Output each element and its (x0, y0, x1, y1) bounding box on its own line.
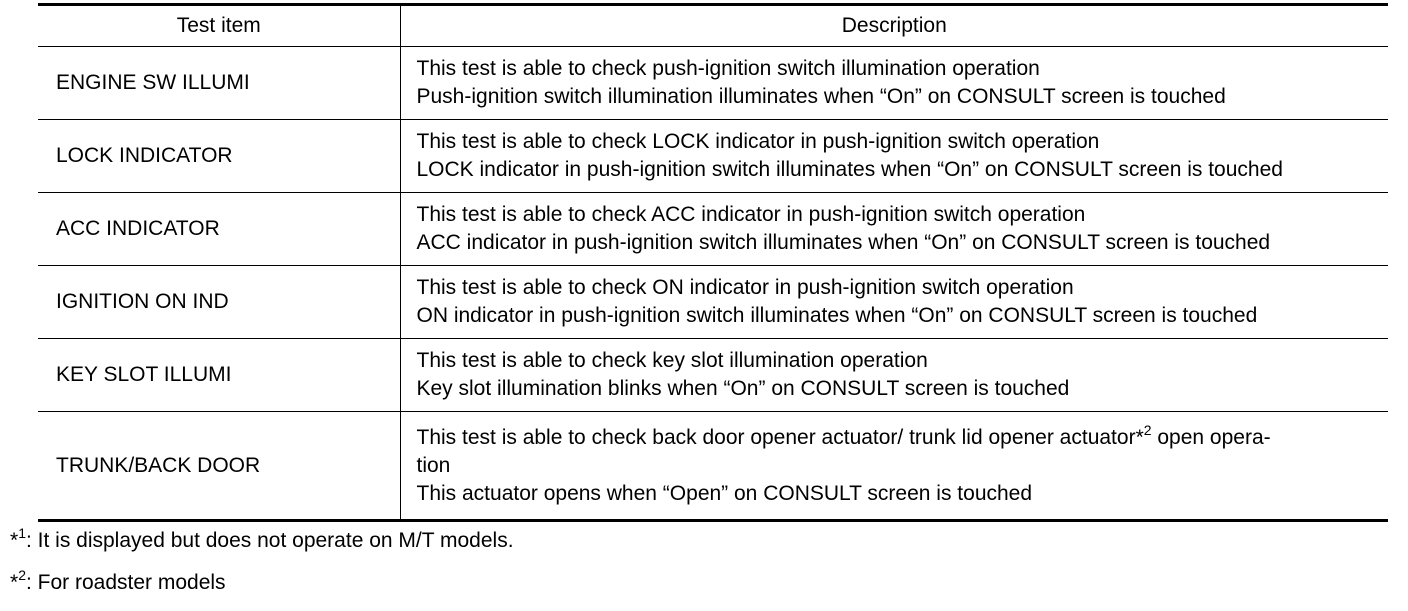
test-item-cell: KEY SLOT ILLUMI (38, 339, 400, 412)
description-line: LOCK indicator in push-ignition switch illuminates when “On” on CONSULT screen is touched (416, 158, 1283, 181)
description-line: This test is able to check ON indicator in push-ignition switch operation (416, 276, 1074, 299)
description-cell (400, 120, 1388, 193)
description-line: tion (416, 453, 451, 477)
description-line (416, 421, 1385, 452)
description-cell (400, 266, 1388, 339)
description-cell (400, 339, 1388, 412)
footnote-text: : For roadster models (25, 571, 226, 594)
description-line: This test is able to check push-ignition switch illumination operation (416, 57, 1040, 80)
test-item-cell: ACC INDICATOR (38, 193, 400, 266)
description-line: This test is able to check LOCK indicator in push-ignition switch operation (416, 130, 1100, 153)
footnote-mark: * (10, 529, 19, 552)
description-cell (400, 193, 1388, 266)
test-item-cell: LOCK INDICATOR (38, 120, 400, 193)
description-text: This test is able to check back door opener actuator/ trunk lid opener actuator* (416, 425, 1144, 449)
description-line: ACC indicator in push-ignition switch illuminates when “On” on CONSULT screen is touched (416, 231, 1271, 254)
table-row (38, 193, 1388, 266)
description-line: Key slot illumination blinks when “On” on CONSULT screen is touched (416, 377, 1070, 400)
description-text: open opera- (1151, 425, 1271, 449)
footnote-number: 2 (18, 567, 26, 583)
header-description: Description (400, 5, 1388, 47)
test-item-cell: ENGINE SW ILLUMI (38, 47, 400, 120)
footnote-2 (10, 569, 514, 611)
active-test-table (38, 3, 1388, 522)
description-line: This actuator opens when “Open” on CONSULT screen is touched (416, 481, 1033, 505)
description-cell (400, 47, 1388, 120)
table-header-row (38, 5, 1388, 47)
footnote-ref: 2 (1143, 421, 1152, 438)
description-cell (400, 412, 1388, 521)
table-row (38, 47, 1388, 120)
footnote-text: : It is displayed but does not operate on M/T models. (25, 529, 514, 552)
table-row (38, 120, 1388, 193)
header-test-item: Test item (38, 5, 400, 47)
test-item-cell: TRUNK/BACK DOOR (38, 412, 400, 521)
description-line: ON indicator in push-ignition switch illuminates when “On” on CONSULT screen is touched (416, 304, 1258, 327)
table-row (38, 412, 1388, 521)
footnote-1 (10, 527, 514, 569)
table-row (38, 339, 1388, 412)
test-item-cell: IGNITION ON IND (38, 266, 400, 339)
description-line: This test is able to check ACC indicator in push-ignition switch operation (416, 203, 1086, 226)
footnote-mark: * (10, 571, 19, 594)
description-line: Push-ignition switch illumination illuminates when “On” on CONSULT screen is touched (416, 85, 1226, 108)
footnotes (10, 527, 514, 611)
table-row (38, 266, 1388, 339)
description-line: This test is able to check key slot illumination operation (416, 349, 928, 372)
footnote-number: 1 (18, 525, 26, 541)
